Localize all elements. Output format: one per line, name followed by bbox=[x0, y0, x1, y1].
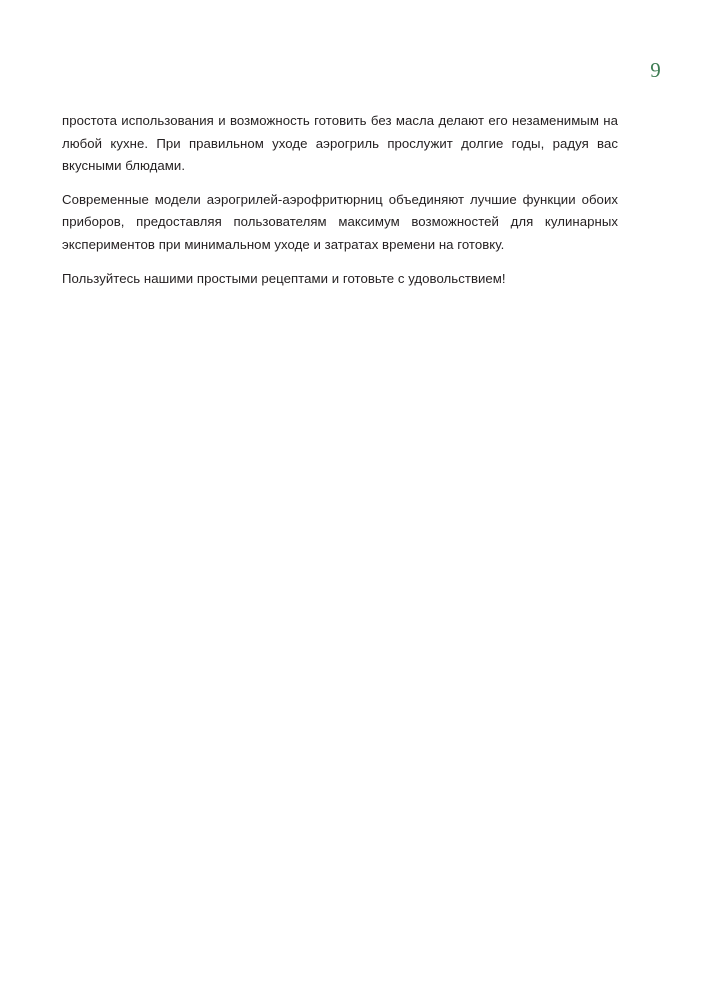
paragraph: Современные модели аэрогрилей-аэрофритюрниц объединяют лучшие функции обоих приборов, предоставляя пользователям максимум возможностей для кулинарных экспериментов при минимальном уходе и затратах времени на готовку. bbox=[62, 191, 618, 252]
page-number: 9 bbox=[650, 58, 661, 82]
paragraph: Пользуйтесь нашими простыми рецептами и готовьте с удовольствием! bbox=[62, 270, 506, 286]
paragraph: простота использования и возможность готовить без масла делают его незаменимым на любой кухне. При правильном уходе аэрогриль прослужит долгие годы, радуя вас вкусными блюдами. bbox=[62, 113, 618, 174]
page-body-text bbox=[62, 110, 618, 290]
